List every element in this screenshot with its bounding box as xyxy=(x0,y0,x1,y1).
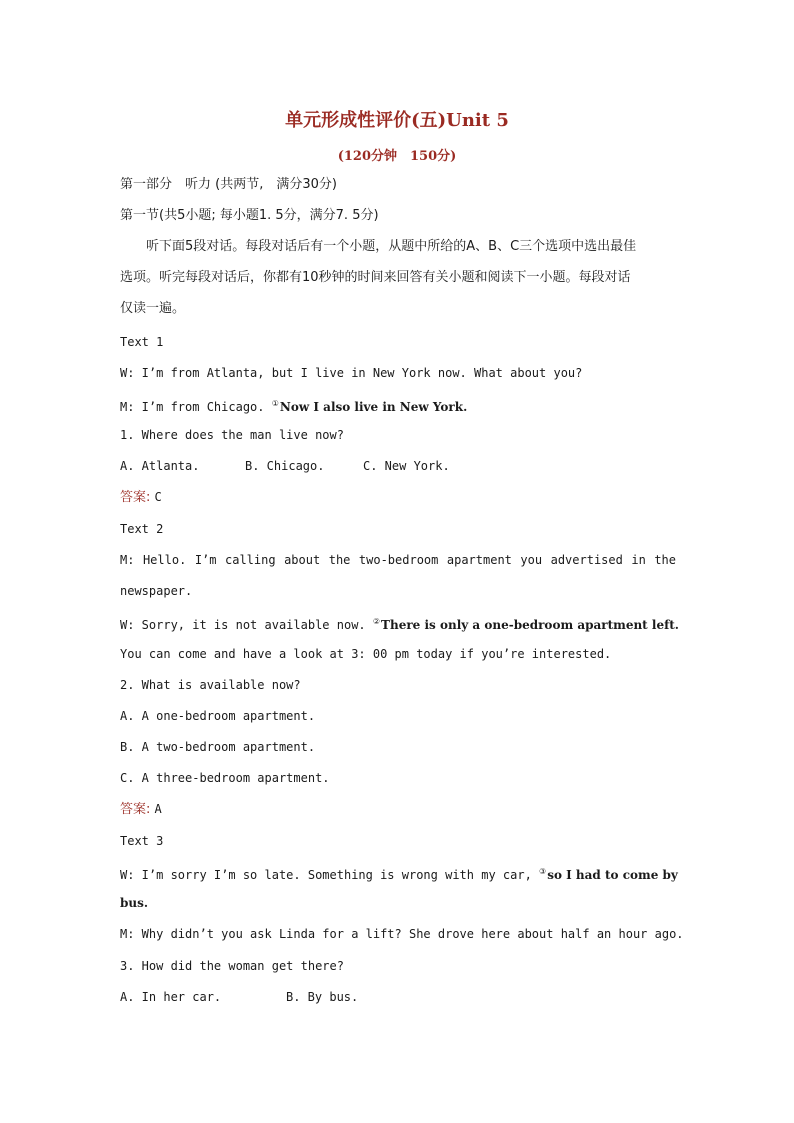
text-2-label: Text 2 xyxy=(120,522,164,536)
option-2b: B. A two-bedroom apartment. xyxy=(120,740,316,754)
option-3a: A. In her car. xyxy=(120,990,222,1004)
question-3: 3. How did the woman get there? xyxy=(120,959,344,973)
text-3-label: Text 3 xyxy=(120,834,164,848)
answer-2 xyxy=(120,801,676,817)
page-subtitle: (120分钟 150分) xyxy=(337,149,457,164)
answer-1-label: 答案: xyxy=(120,490,151,505)
text-2-w-key: There is only a one-bedroom apartment left. xyxy=(381,618,679,632)
answer-1-value: C xyxy=(154,490,162,504)
instruction-line-1: 听下面5段对话。每段对话后有一个小题，从题中所给的A、B、C三个选项中选出最佳 xyxy=(146,239,637,254)
text-1-m-line xyxy=(120,396,676,412)
text-3-w-key-2: bus. xyxy=(120,896,149,910)
question-1: 1. Where does the man live now? xyxy=(120,428,344,442)
option-3b: B. By bus. xyxy=(286,990,359,1004)
option-1b: B. Chicago. xyxy=(245,459,325,473)
text-1-m-plain: M: I’m from Chicago. xyxy=(120,400,272,414)
part-heading: 第一部分 听力 (共两节, 满分30分) xyxy=(120,177,337,192)
text-1-w-line: W: I’m from Atlanta, but I live in New York now. What about you? xyxy=(120,366,583,380)
text-2-m-line-2: newspaper. xyxy=(120,584,193,598)
option-1a: A. Atlanta. xyxy=(120,459,200,473)
text-2-w-plain: W: Sorry, it is not available now. xyxy=(120,618,373,632)
instruction-line-2: 选项。听完每段对话后，你都有10秒钟的时间来回答有关小题和阅读下一小题。每段对话 xyxy=(120,270,631,285)
text-3-m-line: M: Why didn’t you ask Linda for a lift? She drove here about half an hour ago. xyxy=(120,927,684,941)
marker-2: ② xyxy=(372,617,381,626)
answer-2-label: 答案: xyxy=(120,802,151,817)
page-title: 单元形成性评价(五)Unit 5 xyxy=(285,110,509,131)
text-2-w-line-2: You can come and have a look at 3: 00 pm today if you’re interested. xyxy=(120,647,612,661)
question-1-options xyxy=(120,458,676,474)
text-1-m-key: Now I also live in New York. xyxy=(279,400,468,414)
marker-1: ① xyxy=(271,399,279,408)
instruction-line-3: 仅读一遍。 xyxy=(120,301,186,316)
question-3-options xyxy=(120,989,676,1005)
text-3-w-key: so I had to come by xyxy=(547,868,678,882)
answer-2-value: A xyxy=(154,802,162,816)
option-2a: A. A one-bedroom apartment. xyxy=(120,709,316,723)
option-2c: C. A three-bedroom apartment. xyxy=(120,771,330,785)
option-1c: C. New York. xyxy=(363,459,450,473)
text-1-label: Text 1 xyxy=(120,335,164,349)
text-3-w-plain: W: I’m sorry I’m so late. Something is wrong with my car, xyxy=(120,868,540,882)
section-heading: 第一节(共5小题; 每小题1. 5分，满分7. 5分) xyxy=(120,208,379,223)
answer-1 xyxy=(120,489,676,505)
question-2: 2. What is available now? xyxy=(120,678,301,692)
marker-3: ③ xyxy=(539,867,547,876)
text-2-m-line-1: M: Hello. I’m calling about the two-bedroom apartment you advertised in the xyxy=(120,553,676,567)
text-2-w-line xyxy=(120,614,679,632)
text-3-w-line xyxy=(120,864,676,880)
